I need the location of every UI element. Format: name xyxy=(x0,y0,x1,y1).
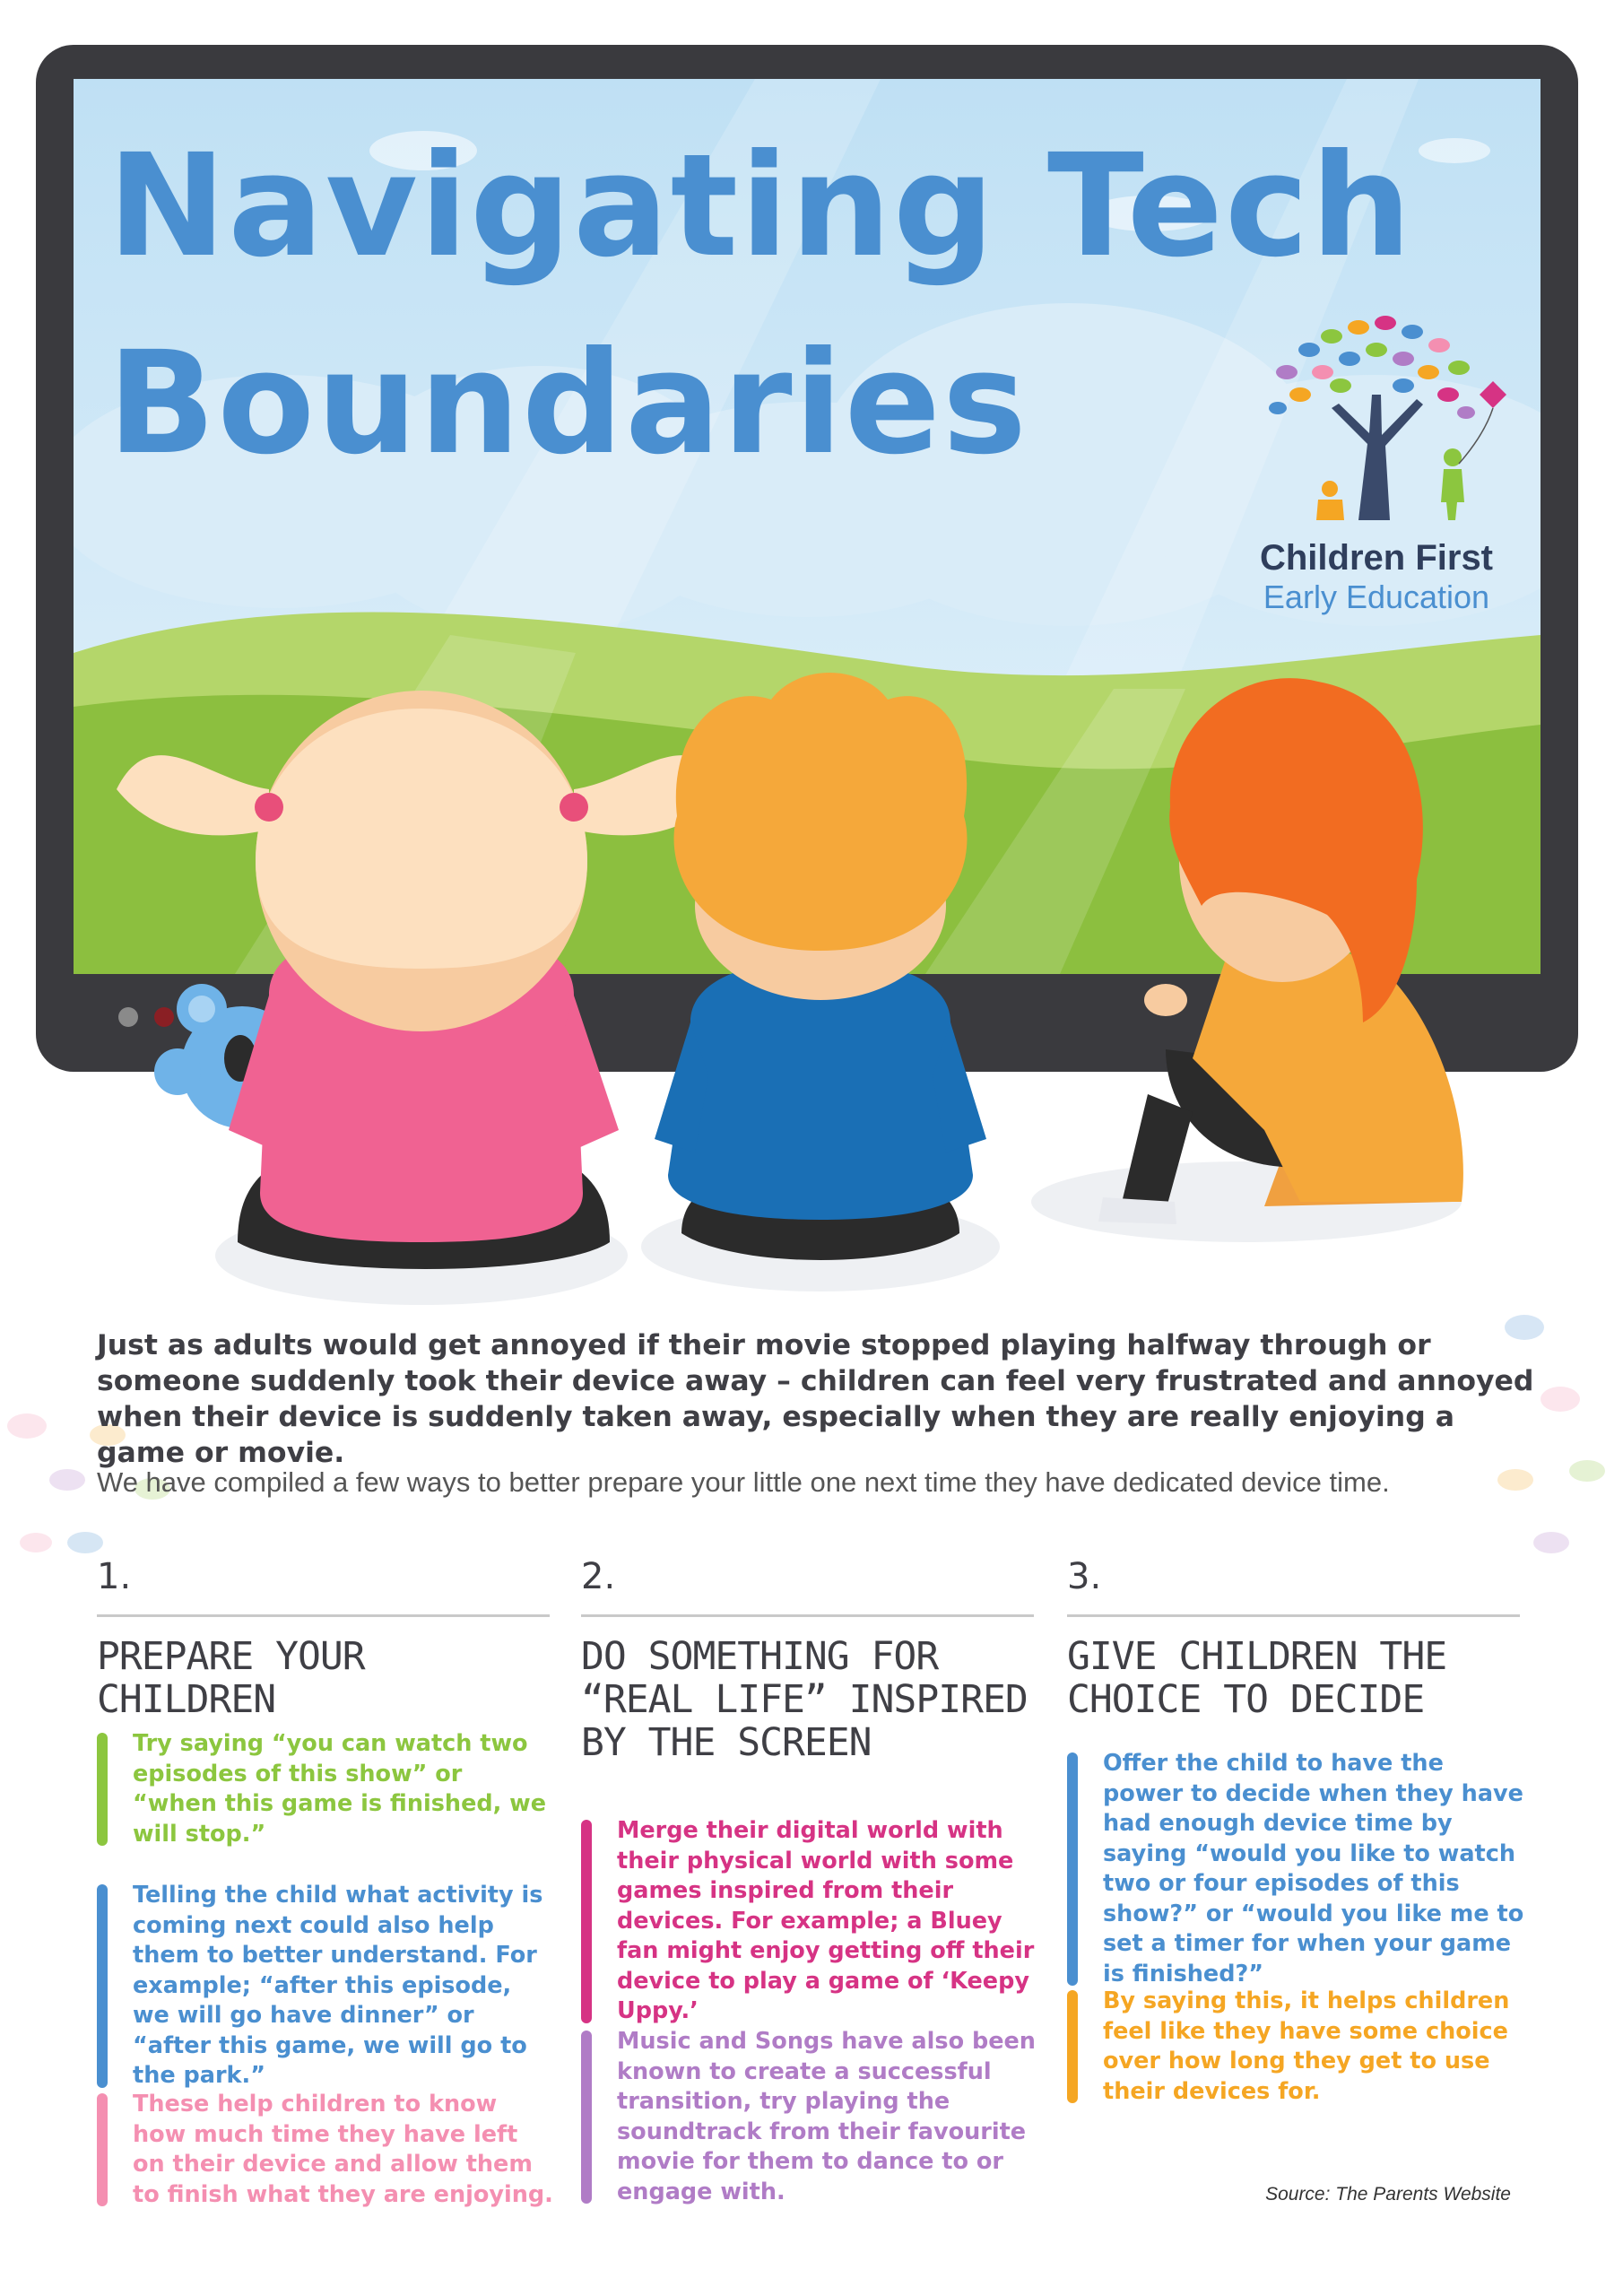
column-number: 3. xyxy=(1067,1556,1102,1597)
tip-item xyxy=(97,1881,554,2092)
column-divider xyxy=(1067,1614,1520,1617)
tip-item xyxy=(97,1729,554,1849)
tip-item xyxy=(581,1816,1038,2027)
tip-text: Telling the child what activity is coming next could also help them to better understand. For example; “after this episode, we will go have dinner” or “after this game, we will go to the park.” xyxy=(133,1882,543,2089)
title-line-2: Boundaries xyxy=(108,321,1028,486)
tip-column-3 xyxy=(1067,1556,1520,1721)
tip-text: These help children to know how much time they have left on their device and allow them to finish what they are enjoying. xyxy=(133,2091,553,2208)
tip-text: Music and Songs have also been known to create a successful transition, try playing the soundtrack from their favourite movie for them to dance to or engage with. xyxy=(617,2028,1036,2205)
tip-text: Merge their digital world with their physical world with some games inspired from their devices. For example; a Bluey fan might enjoy getting off their device to play a game of ‘Keepy Uppy.’ xyxy=(617,1817,1035,2024)
tip-bar xyxy=(97,1733,108,1846)
intro-bold-paragraph: Just as adults would get annoyed if their movie stopped playing halfway through or someone suddenly took their device away – children can feel very frustrated and annoyed when their device is suddenly taken away, especially when they are really enjoying a game or movie. xyxy=(97,1329,1534,1469)
tip-bar xyxy=(1067,1752,1078,1986)
column-number: 2. xyxy=(581,1556,616,1597)
logo-subtitle: Early Education xyxy=(1263,578,1490,615)
column-heading: PREPARE YOUR CHILDREN xyxy=(97,1634,365,1722)
tip-column-2 xyxy=(581,1556,1034,1764)
tip-bar xyxy=(581,1820,592,2023)
logo-name: Children First xyxy=(1259,538,1494,578)
boy-figure xyxy=(655,673,986,1260)
title-line-1: Navigating Tech xyxy=(108,124,1414,289)
tip-bar xyxy=(1067,1990,1078,2103)
girl-figure xyxy=(117,691,726,1269)
tip-item xyxy=(581,2027,1038,2207)
intro-regular-paragraph: We have compiled a few ways to better prepare your little one next time they have dedicated device time. xyxy=(97,1466,1390,1498)
source-credit: Source: The Parents Website xyxy=(1265,2184,1511,2205)
column-heading: DO SOMETHING FOR “REAL LIFE” INSPIRED BY THE SCREEN xyxy=(581,1634,1028,1765)
tip-column-1 xyxy=(97,1556,550,1721)
tip-bar xyxy=(97,2093,108,2206)
tip-bar xyxy=(97,1884,108,2088)
tip-bar xyxy=(581,2031,592,2204)
tip-text: Offer the child to have the power to decide when they have had enough device time by saying “would you like to watch two or four episodes of this show?” or “would you like me to set a timer for when your game is finished?” xyxy=(1103,1750,1524,1987)
tip-text: By saying this, it helps children feel like they have some choice over how long they get to use their devices for. xyxy=(1103,1987,1510,2105)
column-divider xyxy=(97,1614,550,1617)
column-divider xyxy=(581,1614,1034,1617)
tip-text: Try saying “you can watch two episodes of this show” or “when this game is finished, we will stop.” xyxy=(133,1730,547,1848)
redhead-figure xyxy=(1098,678,1463,1224)
column-number: 1. xyxy=(97,1556,132,1597)
column-heading: GIVE CHILDREN THE CHOICE TO DECIDE xyxy=(1067,1634,1447,1722)
tip-item xyxy=(1067,1749,1524,1989)
tip-item xyxy=(97,2090,554,2210)
tip-item xyxy=(1067,1987,1524,2107)
